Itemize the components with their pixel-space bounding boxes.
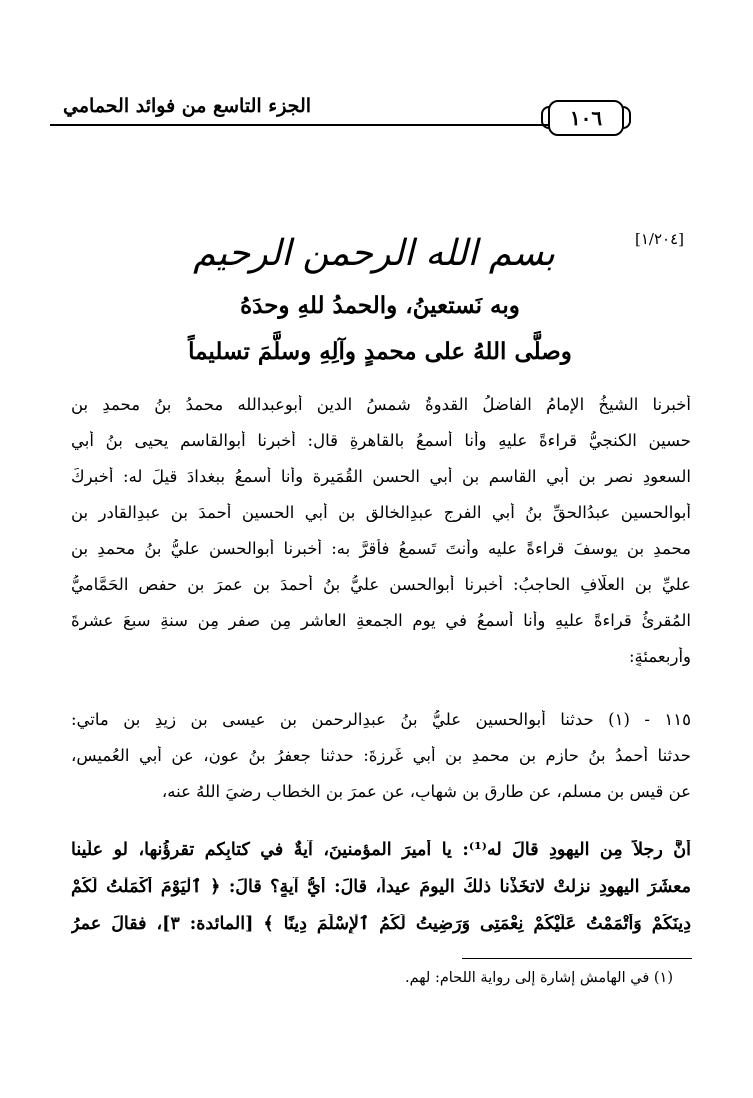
footnote-rule [462, 958, 692, 959]
hadith-isnad-line: عن قيسِ بنِ مسلمٍ، عن طارقِ بنِ شهابٍ، عن عمرَ بنِ الخطابِ رضيَ اللهُ عنه، [161, 782, 691, 801]
page-number: ١٠٦ [569, 106, 603, 130]
running-header-title: الجزء التاسع من فوائد الحمامي [62, 95, 312, 117]
matn-line: دِينَكُمْ وَأَتْمَمْتُ عَلَيْكُمْ نِعْمَتِى وَرَضِيتُ لَكُمُ ٱلْإِسْلَٰمَ دِينًا ﴾ [المائدة: ٣]، فقالَ عمرُ [71, 914, 691, 934]
isnad-line: المُقرئُ قراءةً عليهِ وأنا أسمعُ في يومِ الجمعةِ العاشرِ مِن صفرٍ مِن سنةِ سبعَ عشرةَ [71, 611, 691, 630]
isnad-line: أبوالحسينِ عبدُالحقِّ بنُ أبي الفرجِ عبدِالخالقِ بنِ أبي الحسينِ أحمدَ بنِ عبدِالقادرِ بنِ [71, 503, 691, 522]
basmala-calligraphy: بسم الله الرحمن الرحيم [193, 233, 555, 274]
isnad-line: السعودِ نصرِ بنِ أبي القاسمِ بنِ أبي الحسنِ القُمَيرة وأنا أسمعُ ببغدادَ قيلَ له: أخبركَ [71, 467, 691, 486]
matn-line: أنَّ رجلاً مِن اليهودِ قالَ له⁽¹⁾: يا أميرَ المؤمنينَ، آيةٌ في كتابِكم تقرؤُنها، لو علَينا [71, 840, 691, 860]
isnad-line: أخبرنا الشيخُ الإمامُ الفاضلُ القدوةُ شمسُ الدينِ أبوعبدالله محمدُ بنُ محمدِ بنِ [71, 395, 691, 414]
isnad-line: وأربعمئةٍ: [629, 647, 691, 666]
page-number-box [548, 100, 624, 136]
header-rule [50, 124, 548, 126]
manuscript-folio-ref: [١/٢٠٤] [635, 230, 684, 248]
isnad-line: حسينٍ الكنجيُّ قراءةً عليهِ وأنا أسمعُ بالقاهرةِ قال: أخبرنا أبوالقاسمِ يحيى بنُ أبي [71, 431, 691, 450]
isnad-line: عليِّ بنِ العلَّافِ الحاجبُ: أخبرنا أبوالحسنِ عليُّ بنُ أحمدَ بنِ عمرَ بنِ حفصٍ الحَمَّاميُّ [71, 575, 691, 594]
opening-line-2: وصلَّى اللهُ على محمدٍ وآلِهِ وسلَّمَ تسليماً [188, 338, 572, 365]
hadith-isnad-line: حدثنا أحمدُ بنُ حازمِ بنِ محمدِ بنِ أبي غَرزةَ: حدثنا جعفرُ بنُ عونٍ، عن أبي العُميسِ، [71, 746, 691, 765]
isnad-line: محمدِ بنِ يوسفَ قراءةً عليه وأنتَ تَسمعُ فأقرَّ به: أخبرنا أبوالحسنِ عليُّ بنُ محمدِ بنِ [71, 539, 691, 558]
matn-line: معشَرَ اليهودِ نزلتْ لاتخَذْنا ذلكَ اليومَ عيداً، قالَ: أيُّ آيةٍ؟ قالَ: ﴿ ٱلْيَوْمَ أَكْمَلْتُ لَكُمْ [71, 877, 691, 897]
footnote: (١) في الهامش إشارة إلى رواية اللحام: لهم. [404, 970, 673, 986]
opening-line-1: وبه نَستعينُ، والحمدُ للهِ وحدَهُ [240, 292, 520, 319]
hadith-isnad-line: ١١٥ - (١) حدثنا أبوالحسينِ عليُّ بنُ عبدِالرحمنِ بنِ عيسى بنِ زيدِ بنِ ماتي: [71, 710, 691, 729]
